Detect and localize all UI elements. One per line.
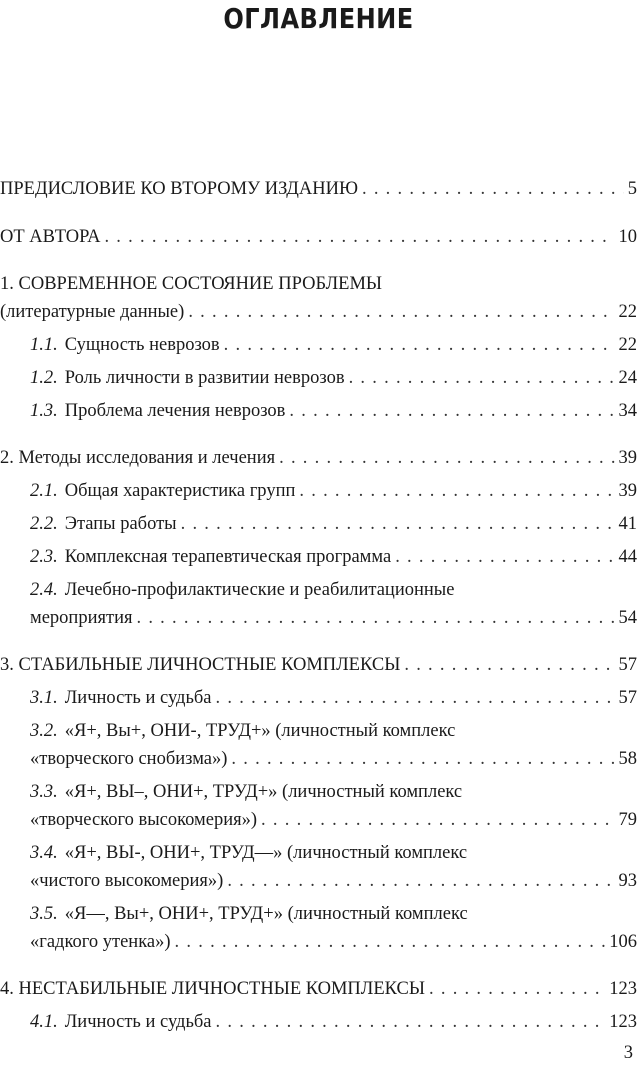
- toc-entry-title: «Я+, Вы+, ОНИ-, ТРУД+» (личностный комплекс: [64, 721, 456, 741]
- toc-entry-number: 4.1.: [30, 1012, 58, 1032]
- toc-entry: [0, 900, 637, 956]
- toc-entry-title: Личность и судьба: [64, 1012, 212, 1032]
- toc-entry-title: 1. СОВРЕМЕННОЕ СОСТОЯНИЕ ПРОБЛЕМЫ: [0, 274, 383, 294]
- toc-entry: [0, 331, 637, 359]
- toc-entry-title: Сущность неврозов: [64, 335, 220, 355]
- toc-entry-title: «Я+, ВЫ-, ОНИ+, ТРУД—» (личностный комплекс: [64, 843, 468, 863]
- toc-entry-number: 2.1.: [30, 481, 58, 501]
- toc-entry: [0, 684, 637, 712]
- dot-leader: [224, 331, 615, 359]
- dot-leader: [404, 651, 614, 679]
- dot-leader: [181, 510, 615, 538]
- dot-leader: [395, 543, 614, 571]
- toc-entry-page: 123: [609, 979, 637, 999]
- toc-entry: [0, 444, 637, 472]
- toc-entry: [0, 477, 637, 505]
- toc-entry-page: 34: [618, 401, 637, 421]
- dot-leader: [136, 604, 614, 632]
- toc-entry-page: 106: [609, 932, 637, 952]
- dot-leader: [216, 684, 615, 712]
- toc-entry-number: 1.1.: [30, 335, 58, 355]
- toc-entry-page: 10: [618, 227, 637, 247]
- dot-leader: [104, 223, 614, 251]
- toc-entry: [0, 543, 637, 571]
- toc-entry-page: 39: [618, 448, 637, 468]
- toc-entry-page: 39: [618, 481, 637, 501]
- toc-entry: [0, 1008, 637, 1036]
- toc-entry-page: 22: [618, 335, 637, 355]
- toc-entry-page: 93: [618, 871, 637, 891]
- toc-entry-page: 41: [618, 514, 637, 534]
- toc-entry-number: 2.3.: [30, 547, 58, 567]
- toc-entry-title: Общая характеристика групп: [64, 481, 296, 501]
- toc-entry-number: 2.2.: [30, 514, 58, 534]
- toc-entry-title: Проблема лечения неврозов: [64, 401, 286, 421]
- toc-entry: [0, 975, 637, 1003]
- toc-entry: [0, 510, 637, 538]
- toc-entry-title: Личность и судьба: [64, 688, 212, 708]
- toc-entry-page: 57: [618, 688, 637, 708]
- toc-entry: [0, 175, 637, 203]
- toc-entry-number: 3.5.: [30, 904, 58, 924]
- toc-entry-title: мероприятия: [30, 608, 133, 628]
- toc-entry-number: 1.2.: [30, 368, 58, 388]
- toc-entry: [0, 364, 637, 392]
- page-title: ОГЛАВЛЕНИЕ: [223, 2, 414, 35]
- toc-entry-title: 2. Методы исследования и лечения: [0, 448, 276, 468]
- toc-entry-title: Роль личности в развитии неврозов: [64, 368, 345, 388]
- toc-entry-number: 1.3.: [30, 401, 58, 421]
- toc-entry-number: 2.4.: [30, 580, 58, 600]
- toc-entry-page: 44: [618, 547, 637, 567]
- dot-leader: [429, 975, 605, 1003]
- toc-entry-title: 3. СТАБИЛЬНЫЕ ЛИЧНОСТНЫЕ КОМПЛЕКСЫ: [0, 655, 401, 675]
- toc-entry-title: ОТ АВТОРА: [0, 227, 101, 247]
- toc-entry-title: 4. НЕСТАБИЛЬНЫЕ ЛИЧНОСТНЫЕ КОМПЛЕКСЫ: [0, 979, 425, 999]
- toc-entry-number: 3.3.: [30, 782, 58, 802]
- dot-leader: [227, 867, 614, 895]
- dot-leader: [279, 444, 614, 472]
- toc-entry-page: 57: [618, 655, 637, 675]
- dot-leader: [188, 298, 614, 326]
- toc-entry-page: 24: [618, 368, 637, 388]
- toc-entry-page: 79: [618, 810, 637, 830]
- toc-entry-title: ПРЕДИСЛОВИЕ КО ВТОРОМУ ИЗДАНИЮ: [0, 179, 358, 199]
- toc-entry-title: «Я+, ВЫ–, ОНИ+, ТРУД+» (личностный комплекс: [64, 782, 463, 802]
- toc-entry: [0, 839, 637, 895]
- toc-entry-title: «Я—, Вы+, ОНИ+, ТРУД+» (личностный комплекс: [64, 904, 468, 924]
- dot-leader: [289, 397, 614, 425]
- toc-entry-number: 3.1.: [30, 688, 58, 708]
- toc-entry-title: (литературные данные): [0, 302, 185, 322]
- dot-leader: [231, 745, 614, 773]
- toc-entry: [0, 397, 637, 425]
- toc-entry-number: 3.2.: [30, 721, 58, 741]
- toc-entry-title: Комплексная терапевтическая программа: [64, 547, 392, 567]
- toc-entry-page: 22: [618, 302, 637, 322]
- toc-entry-number: 3.4.: [30, 843, 58, 863]
- dot-leader: [216, 1008, 606, 1036]
- toc-entry-title: «гадкого утенка»): [30, 932, 171, 952]
- dot-leader: [261, 806, 614, 834]
- dot-leader: [362, 175, 624, 203]
- toc-entry-title: «чистого высокомерия»): [30, 871, 224, 891]
- toc-entry-title: «творческого снобизма»): [30, 749, 228, 769]
- toc-entry-page: 58: [618, 749, 637, 769]
- toc-entry: [0, 717, 637, 773]
- toc-entry-page: 5: [627, 179, 637, 199]
- dot-leader: [299, 477, 614, 505]
- toc-entry-page: 54: [618, 608, 637, 628]
- toc-entry-title: Лечебно-профилактические и реабилитационные: [64, 580, 455, 600]
- toc-entry: [0, 576, 637, 632]
- toc-entry: [0, 651, 637, 679]
- dot-leader: [349, 364, 615, 392]
- toc-entry-page: 123: [609, 1012, 637, 1032]
- toc-entry: [0, 270, 637, 326]
- toc-entry-title: «творческого высокомерия»): [30, 810, 258, 830]
- toc-entry-title: Этапы работы: [64, 514, 177, 534]
- page-number: 3: [623, 1043, 633, 1063]
- toc-entry: [0, 223, 637, 251]
- toc-entry: [0, 778, 637, 834]
- dot-leader: [175, 928, 606, 956]
